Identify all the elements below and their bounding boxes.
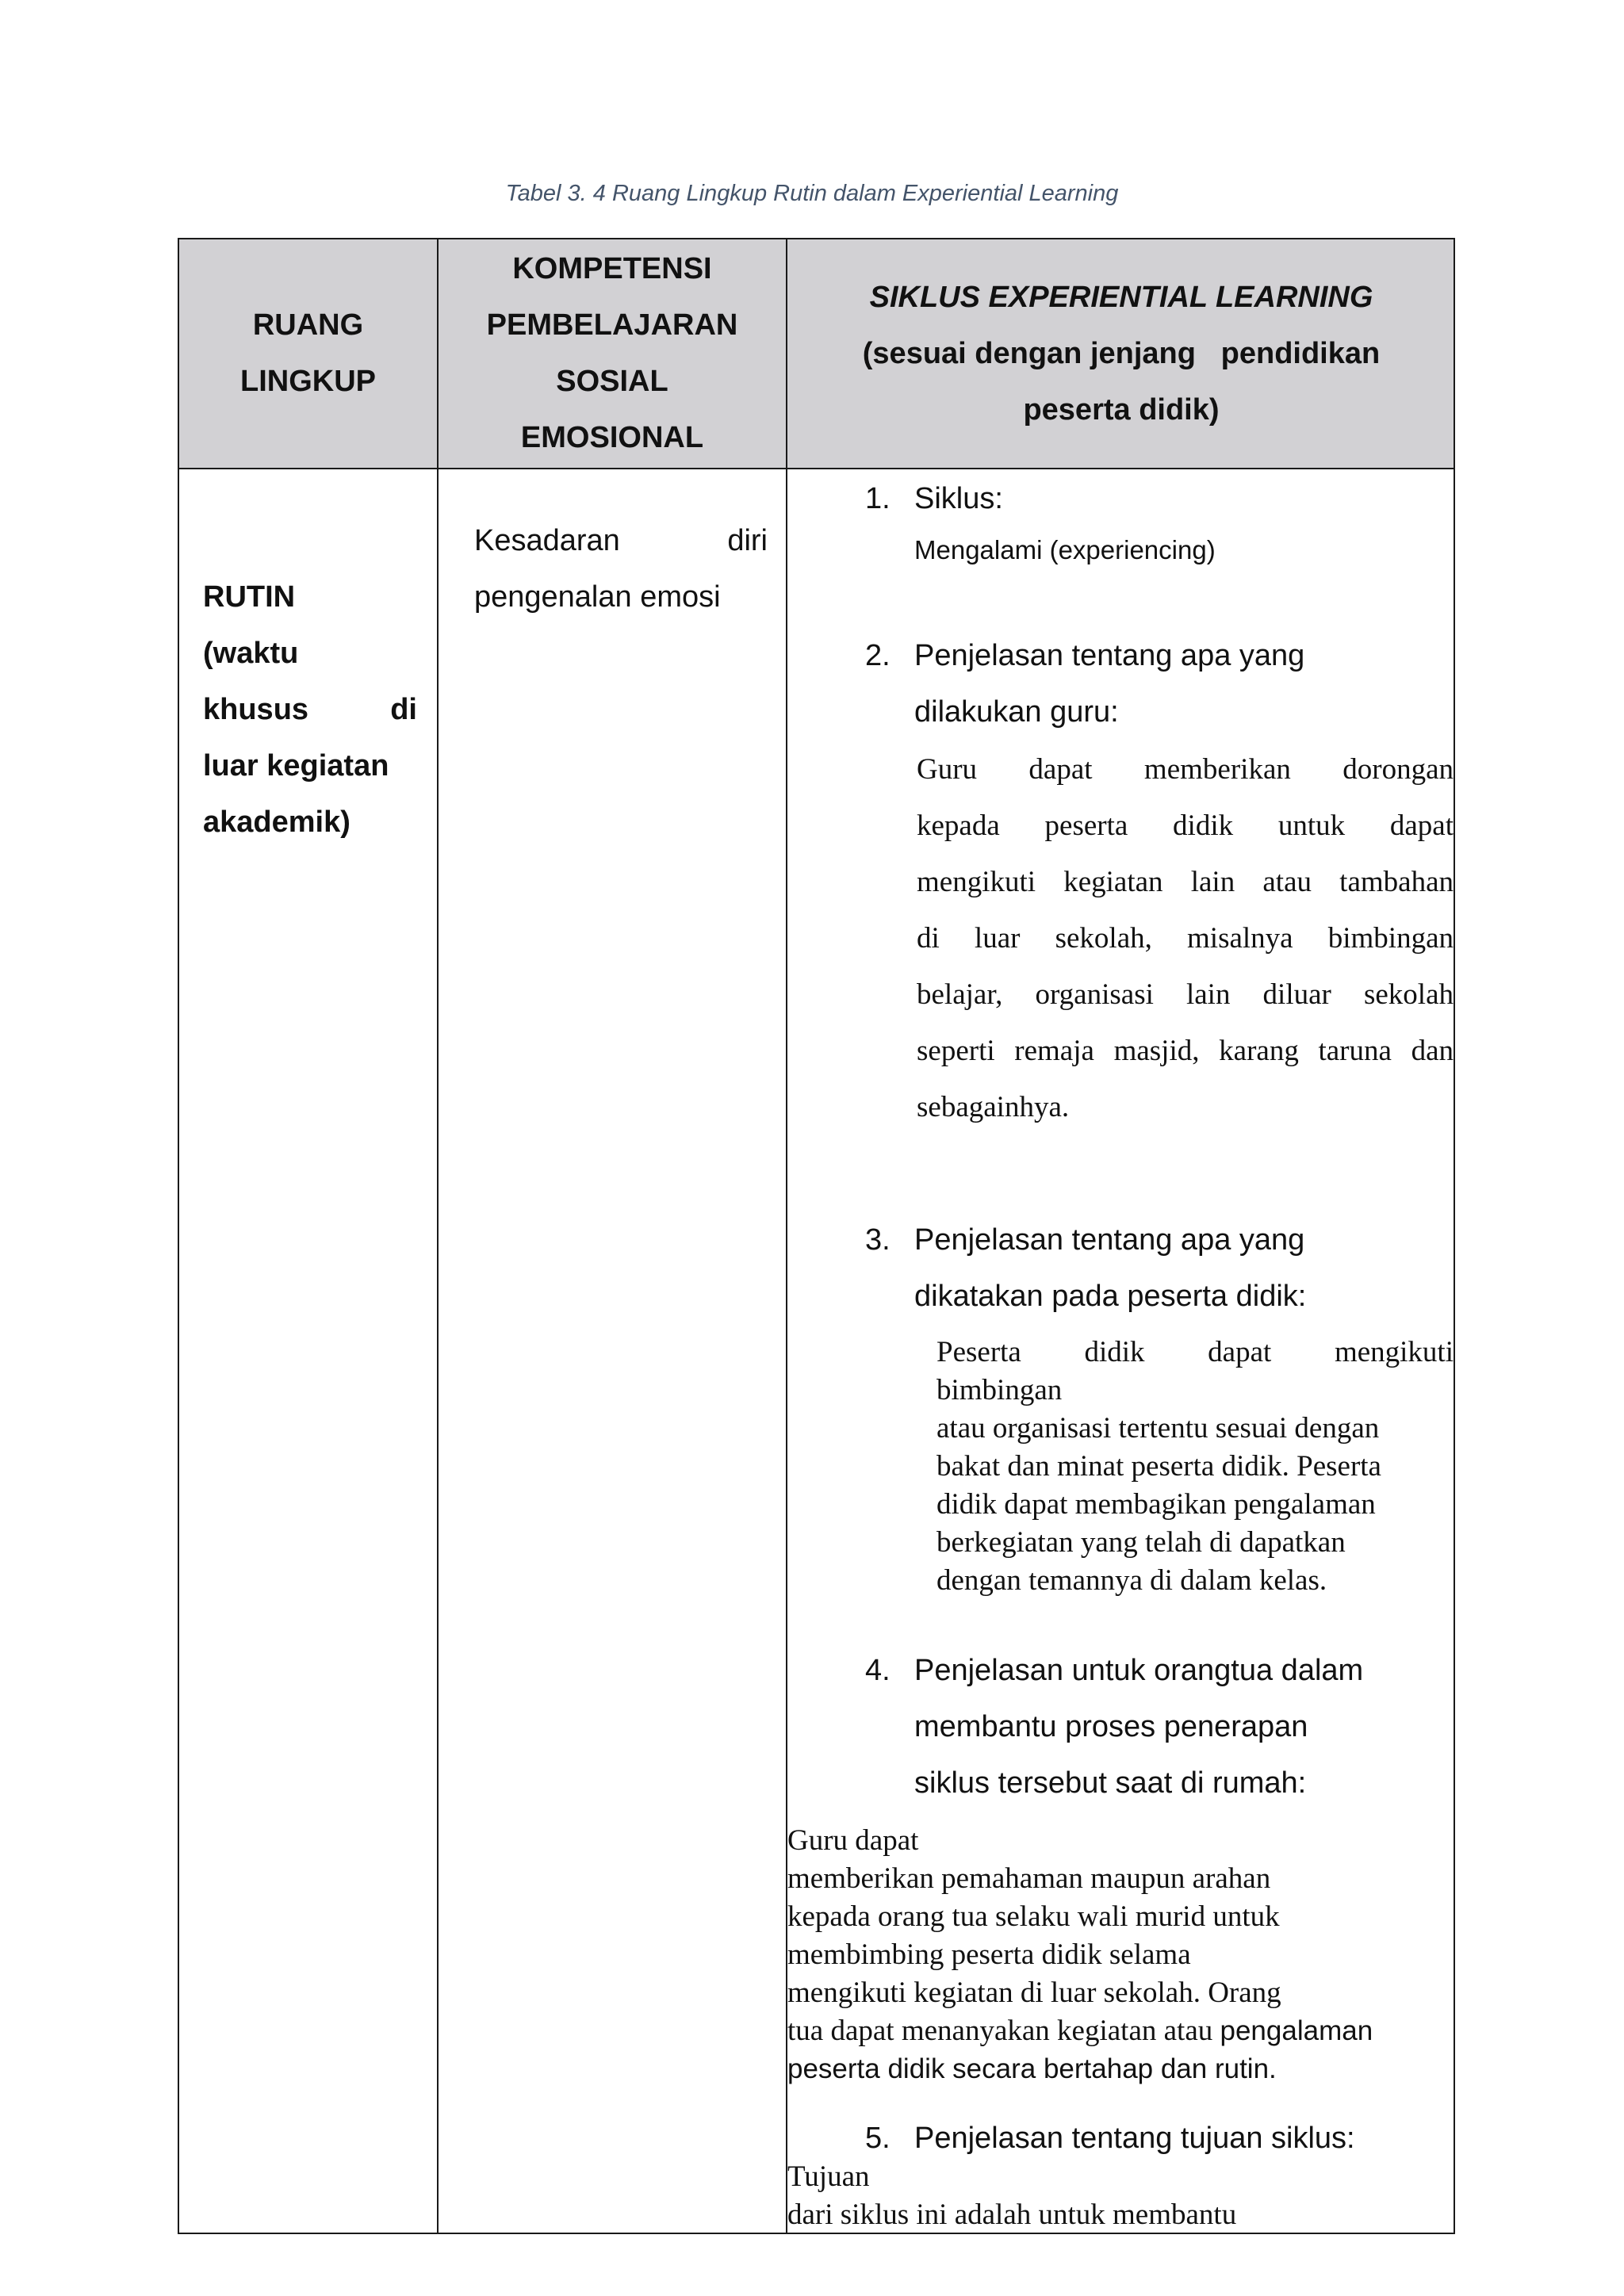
routine-scope-table — [178, 238, 1455, 2234]
list-item-4: 4. Penjelasan untuk orangtua dalam membantu proses penerapan siklus tersebut saat di rumah: — [865, 1654, 1364, 1800]
header-siklus: SIKLUS EXPERIENTIAL LEARNING (sesuai dengan jenjang pendidikan peserta didik) — [862, 280, 1381, 427]
item-1-body: Mengalami (experiencing) — [914, 535, 1216, 564]
header-divider — [179, 468, 1454, 469]
list-item-3: 3. Penjelasan tentang apa yang dikatakan pada peserta didik: — [865, 1223, 1307, 1313]
column-divider-1 — [437, 239, 439, 2233]
item-5-body: Tujuan dari siklus ini adalah untuk membantu — [787, 2160, 1237, 2231]
header-kompetensi: KOMPETENSI PEMBELAJARAN SOSIAL EMOSIONAL — [486, 252, 738, 454]
list-item-2: 2. Penjelasan tentang apa yang dilakukan guru: — [865, 639, 1305, 729]
cell-kompetensi: Kesadaran diri pengenalan emosi — [474, 524, 768, 614]
list-item-5: 5. Penjelasan tentang tujuan siklus: — [865, 2122, 1355, 2155]
list-item-1: 1. Siklus: — [865, 482, 1003, 515]
item-4-body: Guru dapat memberikan pemahaman maupun arahan kepada orang tua selaku wali murid untuk membimbing peserta didik selama mengikuti kegiatan di luar sekolah. Orang tua dapat menanyakan kegiatan atau pengalaman peserta didik secara bertahap dan rutin. — [787, 1824, 1373, 2084]
table-caption: Tabel 3. 4 Ruang Lingkup Rutin dalam Experiential Learning — [505, 181, 1119, 206]
item-2-body: Guru dapat memberikan dorongan kepada peserta didik untuk dapat mengikuti kegiatan lain atau tambahan di luar sekolah, misalnya bimbingan belajar, organisasi lain diluar sekolah seperti remaja masjid, karang taruna dan sebagainhya. — [917, 753, 1454, 1123]
item-3-body: Peserta didik dapat mengikuti bimbingan atau organisasi tertentu sesuai dengan bakat dan minat peserta didik. Peserta didik dapat membagikan pengalaman berkegiatan yang telah di dapatkan dengan temannya di dalam kelas. — [936, 1336, 1454, 1597]
cell-ruang-lingkup: RUTIN (waktu khusus di luar kegiatan akademik) — [203, 580, 417, 839]
header-ruang-lingkup: RUANG LINGKUP — [240, 308, 376, 398]
